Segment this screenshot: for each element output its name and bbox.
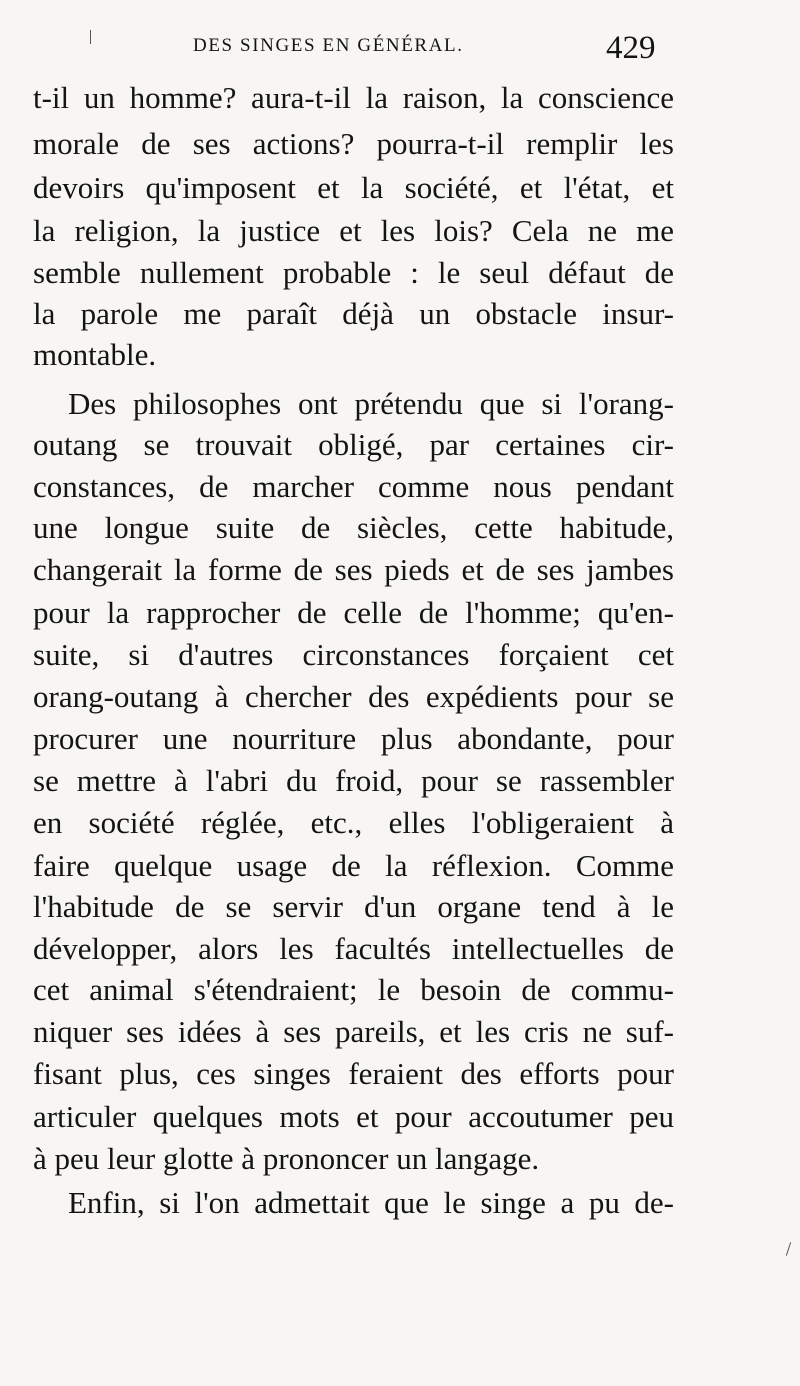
text-line: changerait la forme de ses pieds et de ses jambes <box>33 552 674 587</box>
text-line: l'habitude de se servir d'un organe tend à le <box>33 889 674 924</box>
text-line: montable. <box>33 337 157 372</box>
text-line: niquer ses idées à ses pareils, et les cris ne suf- <box>33 1014 674 1049</box>
text-line: suite, si d'autres circonstances forçaient cet <box>33 637 674 672</box>
text-line: Enfin, si l'on admettait que le singe a pu de- <box>68 1185 674 1220</box>
print-speck <box>786 1242 791 1256</box>
text-line: semble nullement probable : le seul défaut de <box>33 255 674 290</box>
running-head: DES SINGES EN GÉNÉRAL. <box>193 35 464 56</box>
text-line: Des philosophes ont prétendu que si l'orang- <box>68 386 674 421</box>
text-line: une longue suite de siècles, cette habitude, <box>33 510 674 545</box>
page-number: 429 <box>606 30 656 66</box>
text-line: constances, de marcher comme nous pendant <box>33 469 674 504</box>
text-line: orang-outang à chercher des expédients pour se <box>33 679 674 714</box>
text-line: la religion, la justice et les lois? Cela ne me <box>33 213 674 248</box>
text-line: faire quelque usage de la réflexion. Comme <box>33 848 674 883</box>
text-line: morale de ses actions? pourra-t-il remplir les <box>33 126 674 161</box>
text-line: articuler quelques mots et pour accoutumer peu <box>33 1099 674 1134</box>
text-line: développer, alors les facultés intellectuelles de <box>33 931 674 966</box>
text-line: t-il un homme? aura-t-il la raison, la conscience <box>33 80 674 115</box>
text-line: en société réglée, etc., elles l'obligeraient à <box>33 805 674 840</box>
text-line: la parole me paraît déjà un obstacle insur- <box>33 296 674 331</box>
text-line: pour la rapprocher de celle de l'homme; qu'en- <box>33 595 674 630</box>
text-line: à peu leur glotte à prononcer un langage. <box>33 1141 540 1176</box>
text-line: outang se trouvait obligé, par certaines cir- <box>33 427 674 462</box>
text-line: fisant plus, ces singes feraient des efforts pour <box>33 1056 674 1091</box>
text-line: se mettre à l'abri du froid, pour se rassembler <box>33 763 674 798</box>
text-line: procurer une nourriture plus abondante, pour <box>33 721 674 756</box>
text-line: cet animal s'étendraient; le besoin de commu- <box>33 972 674 1007</box>
print-speck <box>90 30 91 44</box>
text-line: devoirs qu'imposent et la société, et l'état, et <box>33 170 674 205</box>
